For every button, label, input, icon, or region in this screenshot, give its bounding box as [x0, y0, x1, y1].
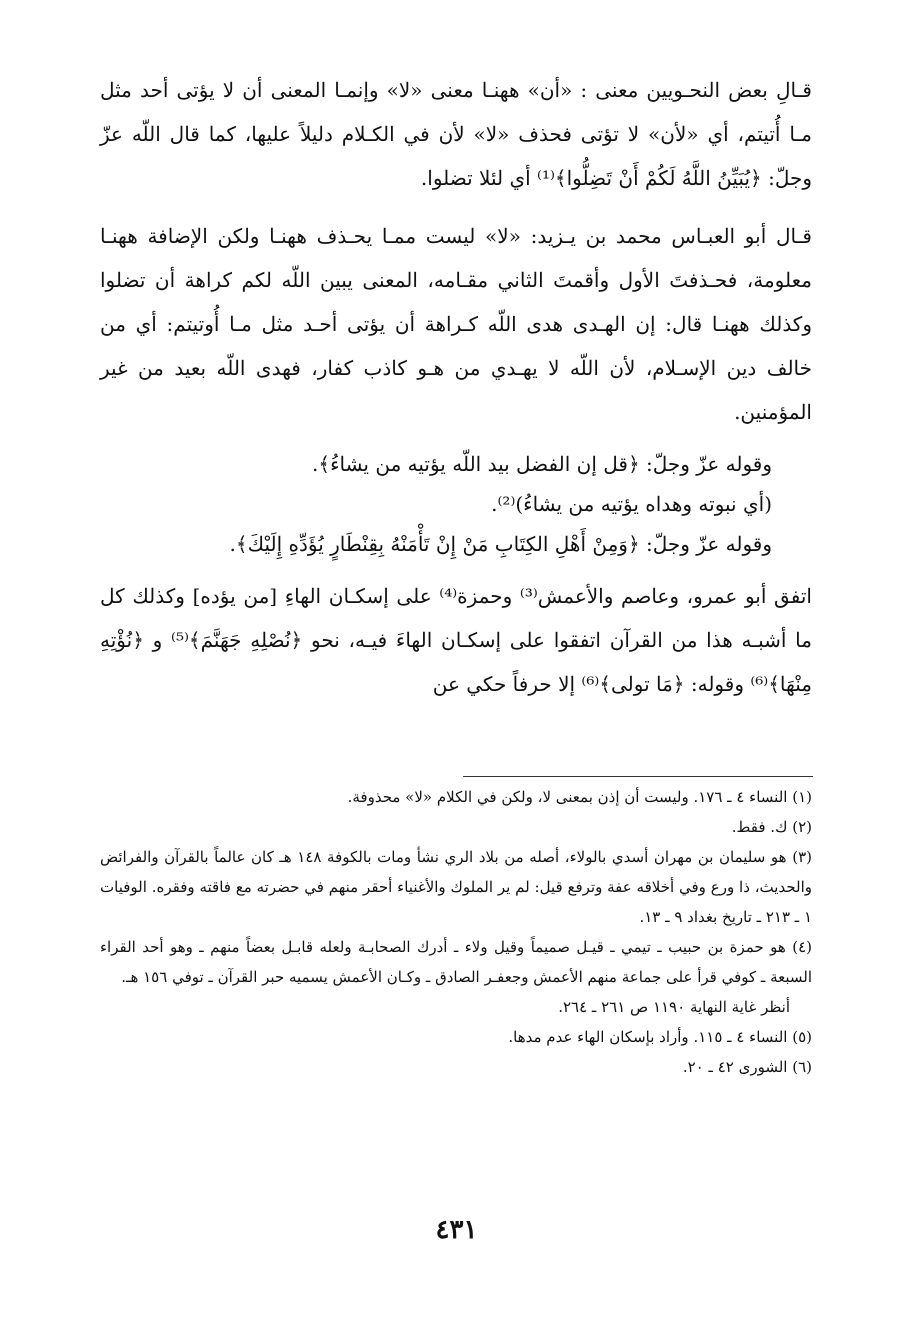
footnote-text: هو سليمان بن مهران أسدي بالولاء، أصله من بلاد الري نشأ ومات بالكوفة ١٤٨ هـ كان عالماً بالقرآن والفرائض والحديث، ذا ورع وفي أخلاقه عفة وترفع قيل: لم ير الملوك والأغنياء أحقر منهم في حضرته مع فاقته وفقره. الوفيات ١ ـ ٢١٣ ـ تاريخ بغداد ٩ ـ ١٣. — [100, 848, 812, 926]
verse-line-2: (أي نبوته وهداه يؤتيه من يشاءُ)⁽²⁾. — [491, 492, 772, 516]
footnote-number: (٥) — [792, 1028, 812, 1046]
footnote-number: (٦) — [792, 1058, 812, 1076]
footnote-number: (٤) — [792, 938, 812, 956]
footnote-3 — [100, 842, 812, 932]
footnote-number: (١) — [792, 788, 812, 806]
main-text — [100, 68, 812, 720]
footnote-number: (٢) — [792, 818, 812, 836]
verse-line-1: وقوله عزّ وجلّ: ﴿قل إن الفضل بيد اللّه يؤتيه من يشاءُ﴾. — [312, 452, 772, 476]
footnotes — [100, 782, 812, 1082]
page-number: ٤٣١ — [435, 1215, 478, 1245]
verse-block — [100, 444, 812, 564]
footnote-2 — [100, 812, 812, 842]
footnote-4-reference — [100, 992, 812, 1022]
footnote-text: النساء ٤ ـ ١٧٦. وليست أن إذن بمعنى لا، ولكن في الكلام «لا» محذوفة. — [347, 788, 788, 806]
paragraph-3: اتفق أبو عمرو، وعاصم والأعمش⁽³⁾ وحمزة⁽⁴⁾ على إسكـان الهاءِ [من يؤده] وكذلك كل ما أشبـه هذا من القرآن اتفقوا على إسكـان الهاءَ فيـه، نحو ﴿نُصْلِهِ جَهَنَّمَ﴾⁽⁵⁾ و ﴿نُؤْتِهِ مِنْهَا﴾⁽⁶⁾ وقوله: ﴿مَا تولى﴾⁽⁶⁾ إلا حرفاً حكي عن — [100, 584, 812, 696]
paragraph-2: قـال أبو العبـاس محمد بن يـزيد: «لا» ليست ممـا يحـذف ههنـا ولكن الإضافة ههنـا معلومة، فحـذفتَ الأول وأقمتَ الثاني مقـامه، المعنى يبين اللّه لكم كراهة أن تضلوا وكذلك ههنـا قال: إن الهـدى هدى اللّه كـراهة أن يؤتى أحـد مثل مـا أُوتيتم: أي من خالف دين الإسـلام، لأن اللّه لا يهـدي من هـو كاذب كفار، فهدى اللّه بعيد من غير المؤمنين. — [100, 224, 812, 424]
footnote-text: الشورى ٤٢ ـ ٢٠. — [682, 1058, 788, 1076]
paragraph-1: قـالِ بعض النحـويين معنى : «أن» ههنـا معنى «لا» وإنمـا المعنى أن لا يؤتى أحد مثل مـا أُتيتم، أي «لأن» لا تؤتى فحذف «لا» لأن في الكـلام دليلاً عليها، كما قال اللّه عزّ وجلّ: ﴿يُبَيِّنُ اللَّهُ لَكُمْ أَنْ تَضِلُّوا﴾⁽¹⁾ أي لئلا تضلوا. — [100, 78, 812, 190]
footnote-separator — [463, 776, 813, 777]
footnote-4 — [100, 932, 812, 992]
footnote-text: النساء ٤ ـ ١١٥. وأراد بإسكان الهاء عدم مدها. — [508, 1028, 788, 1046]
verse-line-3: وقوله عزّ وجلّ: ﴿وَمِنْ أَهْلِ الكِتَابِ مَنْ إِنْ تَأْمَنْهُ بِقِنْطَارٍ يُؤَدِّهِ إِلَيْكَ﴾. — [229, 532, 772, 556]
footnote-text: ك. فقط. — [731, 818, 788, 836]
footnote-number: (٣) — [792, 848, 812, 866]
footnote-text: هو حمزة بن حبيب ـ تيمي ـ قيـل صميماً وقيل ولاء ـ أدرك الصحابـة ولعله قابـل بعضاً منهم ـ وهو أحد القراء السبعة ـ كوفي قرأ على جماعة منهم الأعمش وجعفـر الصادق ـ وكـان الأعمش يسميه حبر القرآن ـ توفي ١٥٦ هـ. — [100, 938, 812, 986]
footnote-6 — [100, 1052, 812, 1082]
footnote-1 — [100, 782, 812, 812]
footnote-5 — [100, 1022, 812, 1052]
footnote-text: أنظر غاية النهاية ١١٩٠ ص ٢٦١ ـ ٢٦٤. — [558, 998, 790, 1016]
